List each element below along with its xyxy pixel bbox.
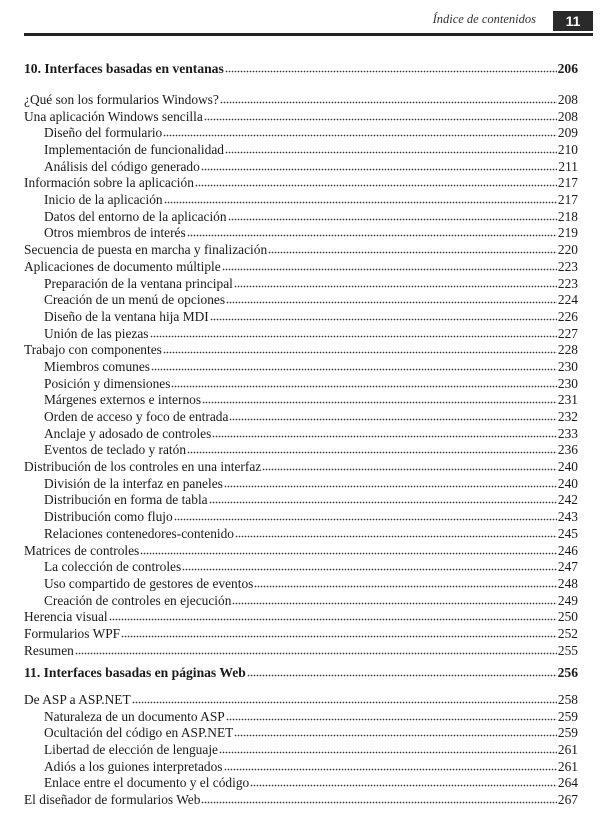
dot-leader <box>220 101 557 104</box>
dot-leader <box>212 435 557 438</box>
toc-subsection-entry[interactable] <box>24 142 578 159</box>
toc-entry-page: 256 <box>557 665 578 680</box>
toc-entry-page: 220 <box>557 242 578 258</box>
toc-subsection-entry[interactable] <box>24 209 578 226</box>
toc-entry-title: Enlace entre el documento y el código <box>44 775 250 791</box>
toc-entry-title: Una aplicación Windows sencilla <box>24 108 203 124</box>
dot-leader <box>224 768 557 771</box>
toc-entry-page: 206 <box>557 61 578 76</box>
toc-entry-title: 11. Interfaces basadas en páginas Web <box>24 665 246 680</box>
toc-entry-page: 240 <box>557 475 578 491</box>
dot-leader <box>254 585 557 588</box>
toc-section-entry[interactable] <box>24 792 578 809</box>
toc-entry-title: Creación de un menú de opciones <box>44 292 226 308</box>
toc-entry-page: 208 <box>557 108 578 124</box>
toc-entry-page: 248 <box>557 575 578 591</box>
toc-entry-page: 224 <box>557 292 578 308</box>
toc-entry-title: Otros miembros de interés <box>44 225 186 241</box>
toc-entry-title: De ASP a ASP.NET <box>24 691 131 707</box>
toc-entry-page: 255 <box>557 642 578 658</box>
toc-subsection-entry[interactable] <box>24 276 578 293</box>
toc-section-entry[interactable] <box>24 259 578 276</box>
toc-section-entry[interactable] <box>24 175 578 192</box>
toc-entry-page: 233 <box>557 425 578 441</box>
toc-section-chapter-11 <box>24 665 578 809</box>
toc-subsection-entry[interactable] <box>24 526 578 543</box>
dot-leader <box>250 784 557 787</box>
toc-section-entry[interactable] <box>24 109 578 126</box>
toc-entry-title: Libertad de elección de lenguaje <box>44 742 218 758</box>
toc-chapter-heading[interactable] <box>24 665 578 682</box>
toc-entry-title: El diseñador de formularios Web <box>24 792 201 808</box>
toc-entry-page: 210 <box>557 142 578 158</box>
toc-subsection-entry[interactable] <box>24 725 578 742</box>
toc-entry-page: 217 <box>557 175 578 191</box>
dot-leader <box>202 401 557 404</box>
dot-leader <box>247 674 557 677</box>
dot-leader <box>225 151 557 154</box>
dot-leader <box>163 134 557 137</box>
toc-entry-title: Distribución como flujo <box>44 509 173 525</box>
toc-entry-page: 245 <box>557 525 578 541</box>
toc-section-entry[interactable] <box>24 543 578 560</box>
toc-entry-page: 252 <box>557 625 578 641</box>
toc-entry-page: 261 <box>557 758 578 774</box>
toc-entry-page: 259 <box>557 708 578 724</box>
toc-entry-title: Ocultación del código en ASP.NET <box>44 725 234 741</box>
toc-subsection-entry[interactable] <box>24 742 578 759</box>
toc-subsection-entry[interactable] <box>24 292 578 309</box>
dot-leader <box>234 734 557 737</box>
toc-entry-title: Diseño de la ventana hija MDI <box>44 308 209 324</box>
dot-leader <box>140 552 557 555</box>
toc-entry-title: Trabajo con componentes <box>24 342 162 358</box>
dot-leader <box>201 801 556 804</box>
toc-subsection-entry[interactable] <box>24 759 578 776</box>
toc-section-chapter-10 <box>24 61 578 659</box>
toc-subsection-entry[interactable] <box>24 775 578 792</box>
toc-entry-title: Miembros comunes <box>44 358 150 374</box>
toc-subsection-entry[interactable] <box>24 376 578 393</box>
dot-leader <box>150 335 557 338</box>
toc-entry-title: Adiós a los guiones interpretados <box>44 758 223 774</box>
toc-entry-title: Posición y dimensiones <box>44 375 171 391</box>
dot-leader <box>151 368 557 371</box>
dot-leader <box>234 285 557 288</box>
toc-subsection-entry[interactable] <box>24 492 578 509</box>
toc-subsection-entry[interactable] <box>24 593 578 610</box>
toc-entry-page: 230 <box>557 375 578 391</box>
toc-entry-title: Eventos de teclado y ratón <box>44 442 187 458</box>
toc-entry-title: Información sobre la aplicación <box>24 175 194 191</box>
dot-leader <box>228 218 557 221</box>
toc-entry-page: 231 <box>557 392 578 408</box>
header-rule <box>24 33 593 36</box>
toc-entry-title: Anclaje y adosado de controles <box>44 425 212 441</box>
dot-leader <box>187 451 557 454</box>
dot-leader <box>201 168 558 171</box>
toc-subsection-entry[interactable] <box>24 125 578 142</box>
dot-leader <box>121 635 557 638</box>
toc-entry-page: 240 <box>557 459 578 475</box>
toc-entry-title: Aplicaciones de documento múltiple <box>24 258 221 274</box>
toc-entry-title: Secuencia de puesta en marcha y finalización <box>24 242 268 258</box>
toc-entry-page: 264 <box>557 775 578 791</box>
toc-entry-page: 236 <box>557 442 578 458</box>
dot-leader <box>187 234 557 237</box>
toc-entry-page: 226 <box>557 308 578 324</box>
toc-subsection-entry[interactable] <box>24 509 578 526</box>
toc-entry-page: 218 <box>557 208 578 224</box>
dot-leader <box>262 468 557 471</box>
dot-leader <box>174 518 557 521</box>
toc-entry-title: Unión de las piezas <box>44 325 149 341</box>
toc-entry-title: Naturaleza de un documento ASP <box>44 708 225 724</box>
toc-subsection-entry[interactable] <box>24 359 578 376</box>
toc-entry-title: ¿Qué son los formularios Windows? <box>24 91 219 107</box>
toc-subsection-entry[interactable] <box>24 442 578 459</box>
toc-entry-title: Inicio de la aplicación <box>44 192 163 208</box>
toc-entry-page: 246 <box>557 542 578 558</box>
toc-entry-title: Preparación de la ventana principal <box>44 275 233 291</box>
dot-leader <box>224 485 557 488</box>
dot-leader <box>235 535 557 538</box>
toc-section-entry[interactable] <box>24 242 578 259</box>
toc-entry-page: 211 <box>558 158 578 174</box>
toc-chapter-heading[interactable] <box>24 61 578 78</box>
toc-entry-page: 228 <box>557 342 578 358</box>
toc-entry-title: División de la interfaz en paneles <box>44 475 223 491</box>
dot-leader <box>232 602 557 605</box>
toc-entry-title: Orden de acceso y foco de entrada <box>44 409 229 425</box>
toc-subsection-entry[interactable] <box>24 476 578 493</box>
dot-leader <box>219 751 557 754</box>
dot-leader <box>182 568 557 571</box>
toc-entry-title: Diseño del formulario <box>44 125 163 141</box>
dot-leader <box>226 718 557 721</box>
toc-subsection-entry[interactable] <box>24 576 578 593</box>
toc-entry-title: Márgenes externos e internos <box>44 392 202 408</box>
toc-entry-title: Relaciones contenedores-contenido <box>44 525 234 541</box>
toc-entry-page: 230 <box>557 358 578 374</box>
dot-leader <box>222 268 557 271</box>
toc-entry-page: 243 <box>557 509 578 525</box>
toc-subsection-entry[interactable] <box>24 409 578 426</box>
toc-entry-page: 247 <box>557 559 578 575</box>
toc-entry-page: 209 <box>557 125 578 141</box>
toc-entry-title: Uso compartido de gestores de eventos <box>44 575 254 591</box>
running-header-title: Índice de contenidos <box>432 12 536 26</box>
toc-entry-title: Resumen <box>24 642 74 658</box>
dot-leader <box>75 652 557 655</box>
toc-entry-title: Análisis del código generado <box>44 158 200 174</box>
dot-leader <box>109 618 557 621</box>
toc-section-entry[interactable] <box>24 92 578 109</box>
dot-leader <box>163 351 557 354</box>
toc-entry-title: La colección de controles <box>44 559 182 575</box>
toc-subsection-entry[interactable] <box>24 192 578 209</box>
dot-leader <box>229 418 557 421</box>
toc-subsection-entry[interactable] <box>24 426 578 443</box>
toc-subsection-entry[interactable] <box>24 392 578 409</box>
dot-leader <box>268 251 557 254</box>
toc-subsection-entry[interactable] <box>24 709 578 726</box>
toc-entry-page: 227 <box>557 325 578 341</box>
dot-leader <box>204 118 557 121</box>
toc-section-entry[interactable] <box>24 459 578 476</box>
toc-subsection-entry[interactable] <box>24 559 578 576</box>
spacer <box>24 682 578 692</box>
toc-entry-page: 242 <box>557 492 578 508</box>
toc-entry-title: Distribución de los controles en una interfaz <box>24 459 262 475</box>
toc-subsection-entry[interactable] <box>24 326 578 343</box>
dot-leader <box>225 70 557 73</box>
toc-entry-page: 261 <box>557 742 578 758</box>
toc-entry-page: 267 <box>557 792 578 808</box>
toc-subsection-entry[interactable] <box>24 309 578 326</box>
toc-entry-title: Formularios WPF <box>24 625 121 641</box>
toc-subsection-entry[interactable] <box>24 159 578 176</box>
toc-entry-page: 259 <box>557 725 578 741</box>
toc-entry-title: Distribución en forma de tabla <box>44 492 208 508</box>
toc-section-entry[interactable] <box>24 643 578 660</box>
toc-entry-page: 217 <box>557 192 578 208</box>
dot-leader <box>164 201 557 204</box>
page-number-badge: 11 <box>553 11 593 31</box>
toc-entry-page: 232 <box>557 409 578 425</box>
dot-leader <box>171 385 556 388</box>
toc-entry-title: Herencia visual <box>24 609 108 625</box>
toc-entry-page: 249 <box>557 592 578 608</box>
toc-section-entry[interactable] <box>24 342 578 359</box>
dot-leader <box>132 701 557 704</box>
dot-leader <box>195 184 557 187</box>
toc-entry-title: 10. Interfaces basadas en ventanas <box>24 61 224 76</box>
toc-entry-page: 208 <box>557 91 578 107</box>
toc-entry-page: 223 <box>557 275 578 291</box>
spacer <box>24 78 578 92</box>
toc-entry-title: Datos del entorno de la aplicación <box>44 208 227 224</box>
toc-entry-title: Creación de controles en ejecución <box>44 592 232 608</box>
dot-leader <box>210 318 557 321</box>
toc-section-entry[interactable] <box>24 626 578 643</box>
toc-entry-page: 219 <box>557 225 578 241</box>
toc-entry-title: Implementación de funcionalidad <box>44 142 224 158</box>
toc-section-entry[interactable] <box>24 692 578 709</box>
dot-leader <box>226 301 557 304</box>
toc-entry-title: Matrices de controles <box>24 542 140 558</box>
toc-entry-page: 223 <box>557 258 578 274</box>
toc-entry-page: 258 <box>557 691 578 707</box>
toc-entry-page: 250 <box>557 609 578 625</box>
dot-leader <box>209 501 557 504</box>
toc-section-entry[interactable] <box>24 609 578 626</box>
toc-subsection-entry[interactable] <box>24 225 578 242</box>
